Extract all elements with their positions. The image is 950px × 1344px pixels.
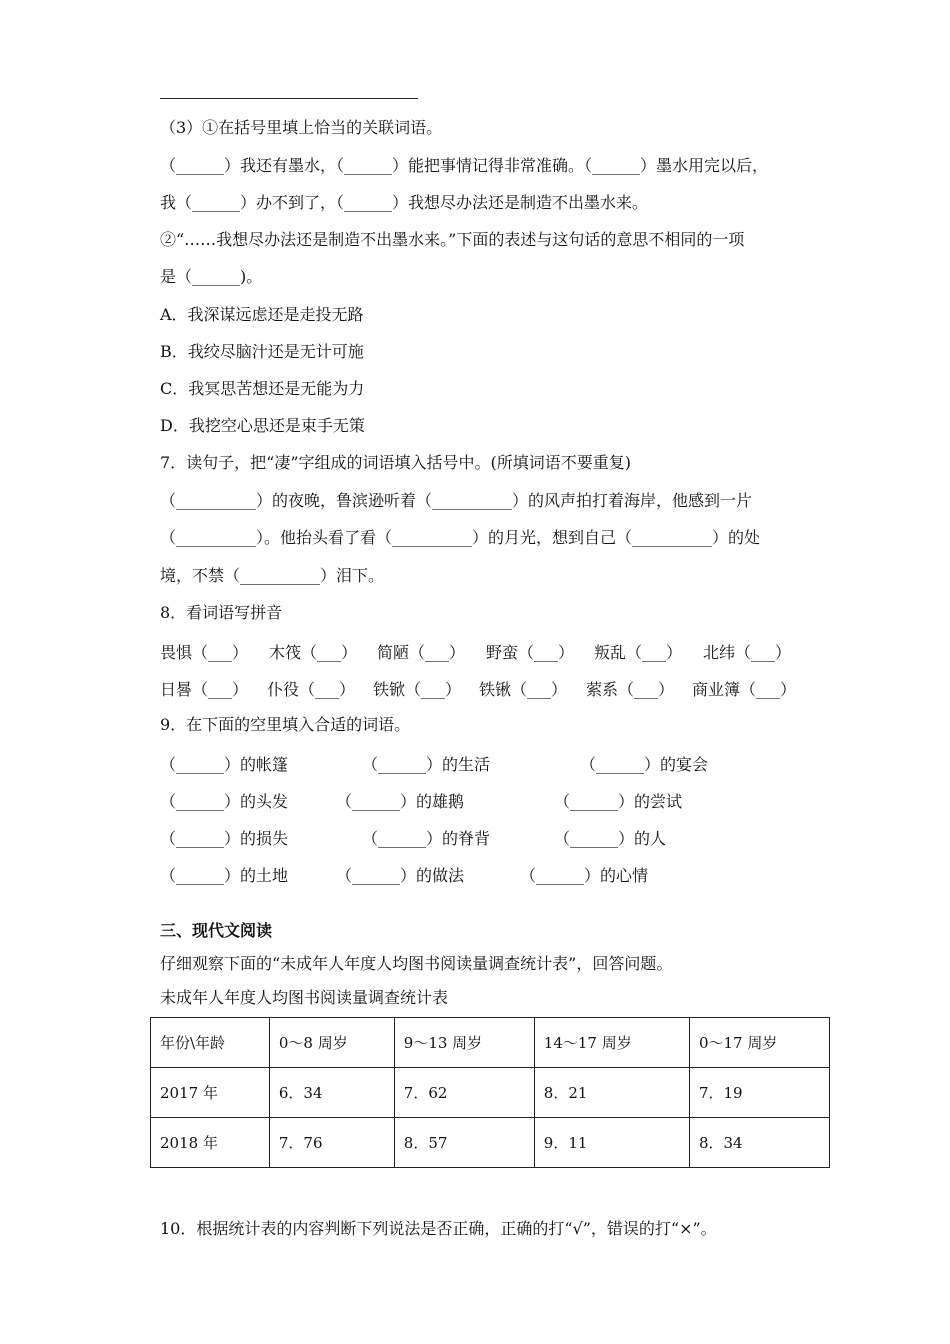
q6-3-line-2: 我（______）办不到了，（______）我想尽办法还是制造不出墨水来。 (160, 193, 649, 212)
table-cell: 6．34 (269, 1068, 394, 1118)
q10-text: 10．根据统计表的内容判断下列说法是否正确，正确的打“√”，错误的打“×”。 (160, 1219, 717, 1238)
fill-item: （______）的做法 (336, 866, 465, 885)
option-c: C．我冥思苦想还是无能为力 (160, 379, 365, 398)
q6-3-line-3: ②“……我想尽办法还是制造不出墨水来。”下面的表述与这句话的意思不相同的一项 (160, 230, 745, 249)
table-cell: 8．34 (689, 1118, 829, 1168)
table-title: 未成年人年度人均图书阅读量调查统计表 (160, 988, 449, 1007)
table-cell: 7．19 (689, 1068, 829, 1118)
fill-item: （______）的心情 (520, 866, 649, 885)
q9-title: 9．在下面的空里填入合适的词语。 (160, 715, 411, 734)
table-cell: 8．57 (394, 1118, 534, 1168)
pinyin-item: 简陋（___） (377, 643, 466, 662)
table-cell: 2018 年 (151, 1118, 270, 1168)
pinyin-item: 日晷（___） (160, 680, 249, 699)
table-header-cell: 0～8 周岁 (269, 1018, 394, 1068)
table-cell: 9．11 (534, 1118, 689, 1168)
option-a: A．我深谋远虑还是走投无路 (160, 305, 364, 324)
fill-item: （______）的土地 (160, 866, 289, 885)
pinyin-item: 萦系（___） (586, 680, 675, 699)
table-row (151, 1068, 830, 1118)
table-cell: 7．76 (269, 1118, 394, 1168)
fill-item: （______）的生活 (362, 755, 491, 774)
q6-3-title: （3）①在括号里填上恰当的关联词语。 (160, 118, 443, 137)
q6-3-line-1: （______）我还有墨水，（______）能把事情记得非常准确。（______）墨水用完以后， (160, 156, 769, 175)
table-row (151, 1118, 830, 1168)
fill-item: （______）的脊背 (362, 829, 491, 848)
fill-item: （______）的宴会 (580, 755, 709, 774)
pinyin-item: 仆役（___） (267, 680, 356, 699)
stats-table (150, 1017, 830, 1168)
section-intro: 仔细观察下面的“未成年人年度人均图书阅读量调查统计表”，回答问题。 (160, 954, 673, 973)
table-header-cell: 9～13 周岁 (394, 1018, 534, 1068)
pinyin-item: 野蛮（___） (486, 643, 575, 662)
table-cell: 2017 年 (151, 1068, 270, 1118)
q7-title: 7．读句子，把“凄”字组成的词语填入括号中。(所填词语不要重复) (160, 453, 632, 472)
table-cell: 7．62 (394, 1068, 534, 1118)
fill-item: （______）的损失 (160, 829, 289, 848)
table-header-cell: 年份\年龄 (151, 1018, 270, 1068)
fill-item: （______）的头发 (160, 792, 289, 811)
pinyin-item: 畏惧（___） (160, 643, 249, 662)
pinyin-item: 铁锨（___） (373, 680, 462, 699)
table-header-cell: 14～17 周岁 (534, 1018, 689, 1068)
q7-line-1: （__________）的夜晚，鲁滨逊听着（__________）的风声拍打着海岸，他感到一片 (160, 491, 753, 510)
pinyin-item: 商业簿（___） (692, 680, 797, 699)
option-b: B．我绞尽脑汁还是无计可施 (160, 342, 364, 361)
q6-3-line-4: 是（______)。 (160, 267, 263, 286)
pinyin-item: 叛乱（___） (594, 643, 683, 662)
fill-item: （______）的雄鹅 (336, 792, 465, 811)
q7-line-3: 境，不禁（__________）泪下。 (160, 566, 385, 585)
pinyin-item: 木筏（___） (269, 643, 358, 662)
top-rule (160, 98, 418, 99)
pinyin-item: 北纬（___） (703, 643, 792, 662)
fill-item: （______）的尝试 (554, 792, 683, 811)
q8-title: 8．看词语写拼音 (160, 603, 283, 622)
fill-item: （______）的帐篷 (160, 755, 289, 774)
section-heading: 三、现代文阅读 (160, 921, 273, 940)
table-header-cell: 0～17 周岁 (689, 1018, 829, 1068)
pinyin-item: 铁锹（___） (479, 680, 568, 699)
q7-line-2: （__________）。他抬头看了看（__________）的月光，想到自己（__________）的处 (160, 528, 761, 547)
fill-item: （______）的人 (554, 829, 667, 848)
table-cell: 8．21 (534, 1068, 689, 1118)
table-header-row (151, 1018, 830, 1068)
option-d: D．我挖空心思还是束手无策 (160, 416, 365, 435)
